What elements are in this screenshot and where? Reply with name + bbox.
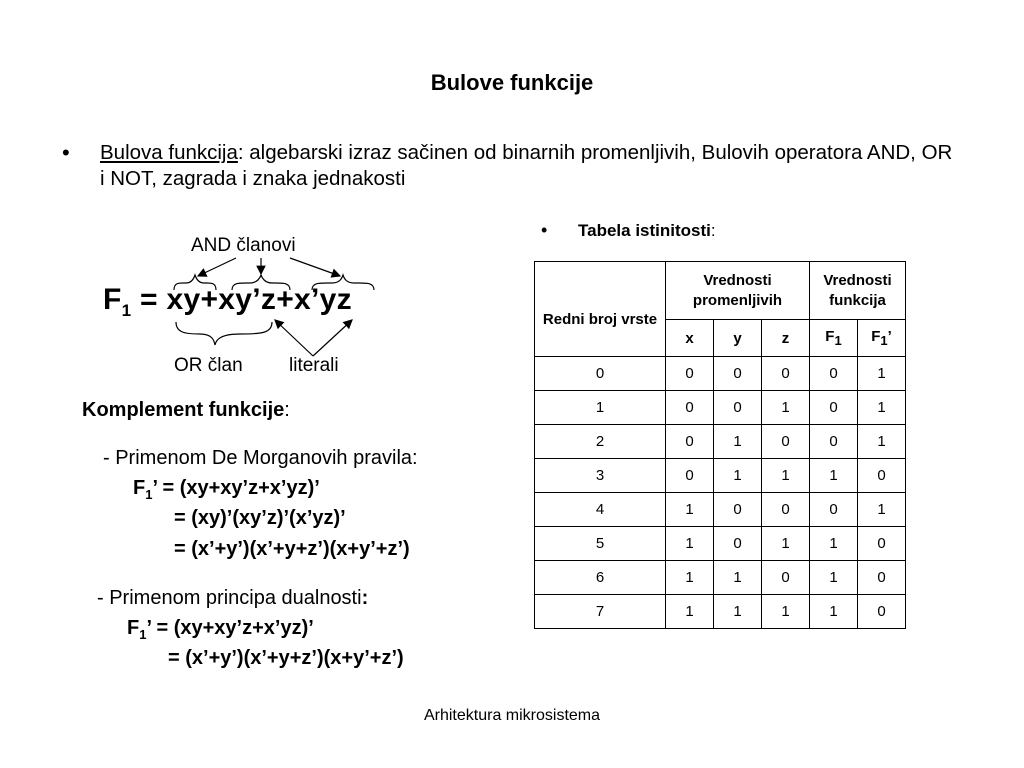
y-value: 1 [714, 561, 762, 595]
duality-heading-text: - Primenom principa dualnosti [97, 587, 362, 609]
f1-value: 1 [810, 459, 858, 493]
f1-value: 0 [810, 391, 858, 425]
formula-sub: 1 [121, 301, 132, 320]
duality-heading-colon: : [361, 587, 369, 609]
definition-term: Bulova funkcija [100, 141, 238, 164]
f1-complement-value: 1 [858, 425, 906, 459]
label-literali: literali [289, 355, 339, 376]
row-number: 3 [535, 459, 666, 493]
y-value: 0 [714, 527, 762, 561]
table-row [535, 357, 906, 391]
y-value: 1 [714, 425, 762, 459]
x-value: 0 [666, 459, 714, 493]
header-f1c-sub: 1 [880, 333, 888, 348]
duality-line-1 [127, 617, 314, 642]
header-f1 [810, 320, 858, 357]
z-value: 0 [762, 493, 810, 527]
f1-value: 1 [810, 527, 858, 561]
f1-value: 1 [810, 595, 858, 629]
complement-title-colon: : [284, 399, 290, 421]
z-value: 1 [762, 459, 810, 493]
bullet-dot: • [541, 220, 548, 240]
row-number: 6 [535, 561, 666, 595]
header-row-number: Redni broj vrste [535, 262, 666, 357]
f1-complement-value: 0 [858, 561, 906, 595]
label-or-clan: OR član [174, 355, 243, 376]
header-f1c-letter: F [871, 328, 881, 345]
z-value: 1 [762, 595, 810, 629]
x-value: 1 [666, 561, 714, 595]
f1-complement-value: 1 [858, 493, 906, 527]
row-number: 7 [535, 595, 666, 629]
f-sub: 1 [145, 487, 153, 502]
header-y: y [714, 320, 762, 357]
x-value: 1 [666, 527, 714, 561]
row-number: 1 [535, 391, 666, 425]
row-number: 0 [535, 357, 666, 391]
f1-complement-value: 0 [858, 459, 906, 493]
brace-and-3 [312, 275, 374, 290]
y-value: 0 [714, 493, 762, 527]
header-f1-complement [858, 320, 906, 357]
brace-and-2 [232, 275, 290, 290]
truth-table [534, 261, 906, 629]
page-title: Bulove funkcije [430, 70, 594, 95]
complement-title-text: Komplement funkcije [82, 399, 285, 421]
f1-value: 0 [810, 425, 858, 459]
table-row [535, 391, 906, 425]
brace-and-1 [174, 275, 216, 290]
table-row [535, 527, 906, 561]
demorgan-line-2: = (xy)’(xy’z)’(x’yz)’ [174, 507, 346, 529]
f1-value: 0 [810, 357, 858, 391]
table-row [535, 595, 906, 629]
f1-complement-value: 0 [858, 527, 906, 561]
formula-lhs: F [103, 283, 122, 316]
truth-table-caption [578, 221, 716, 241]
x-value: 0 [666, 425, 714, 459]
duality-heading [97, 587, 368, 610]
x-value: 1 [666, 595, 714, 629]
demorgan-line-1 [133, 477, 320, 502]
f1-complement-value: 0 [858, 595, 906, 629]
demorgan-line-3: = (x’+y’)(x’+y+z’)(x+y’+z’) [174, 538, 410, 560]
x-value: 0 [666, 357, 714, 391]
formula-rhs: = xy+xy’z+x’yz [131, 283, 352, 316]
table-row [535, 493, 906, 527]
header-variables: Vrednosti promenljivih [666, 262, 810, 320]
y-value: 1 [714, 595, 762, 629]
x-value: 1 [666, 493, 714, 527]
header-f1-sub: 1 [834, 333, 842, 348]
z-value: 1 [762, 527, 810, 561]
z-value: 0 [762, 561, 810, 595]
f-letter: F [133, 477, 146, 499]
f1-value: 0 [810, 493, 858, 527]
table-row [535, 425, 906, 459]
row-number: 2 [535, 425, 666, 459]
f1-value: 1 [810, 561, 858, 595]
z-value: 0 [762, 357, 810, 391]
z-value: 0 [762, 425, 810, 459]
y-value: 0 [714, 357, 762, 391]
arrow-literal-2 [313, 320, 352, 356]
f-letter: F [127, 617, 140, 639]
row-number: 5 [535, 527, 666, 561]
f1-complement-value: 1 [858, 357, 906, 391]
footer: Arhitektura mikrosistema [423, 707, 601, 724]
y-value: 1 [714, 459, 762, 493]
header-f1c-prime: ’ [887, 328, 892, 345]
bullet-dot: • [62, 140, 70, 165]
truth-table-caption-colon: : [710, 221, 716, 240]
demorgan-heading: - Primenom De Morganovih pravila: [103, 447, 418, 469]
arrow-and-3 [290, 258, 340, 276]
header-z: z [762, 320, 810, 357]
x-value: 0 [666, 391, 714, 425]
truth-table-caption-text: Tabela istinitosti [578, 221, 711, 240]
arrow-literal-1 [275, 320, 313, 356]
table-row [535, 561, 906, 595]
truth-table-body [535, 357, 906, 629]
f1-complement-value: 1 [858, 391, 906, 425]
duality-line-2: = (x’+y’)(x’+y+z’)(x+y’+z’) [168, 647, 404, 669]
y-value: 0 [714, 391, 762, 425]
demorgan-line-1-text: ’ = (xy+xy’z+x’yz)’ [152, 477, 320, 499]
header-f1-letter: F [825, 328, 835, 345]
z-value: 1 [762, 391, 810, 425]
brace-or [176, 322, 272, 345]
arrow-and-1 [198, 258, 236, 276]
header-x: x [666, 320, 714, 357]
duality-line-1-text: ’ = (xy+xy’z+x’yz)’ [146, 617, 314, 639]
f-sub: 1 [139, 627, 147, 642]
row-number: 4 [535, 493, 666, 527]
complement-title [82, 399, 290, 422]
header-functions: Vrednosti funkcija [810, 262, 906, 320]
definition-text: : algebarski izraz sačinen od binarnih promenljivih, Bulovih operatora AND, OR i NOT, zagrada i znaka jednakosti [100, 141, 953, 190]
label-and-clanovi: AND članovi [191, 235, 296, 256]
table-row [535, 459, 906, 493]
